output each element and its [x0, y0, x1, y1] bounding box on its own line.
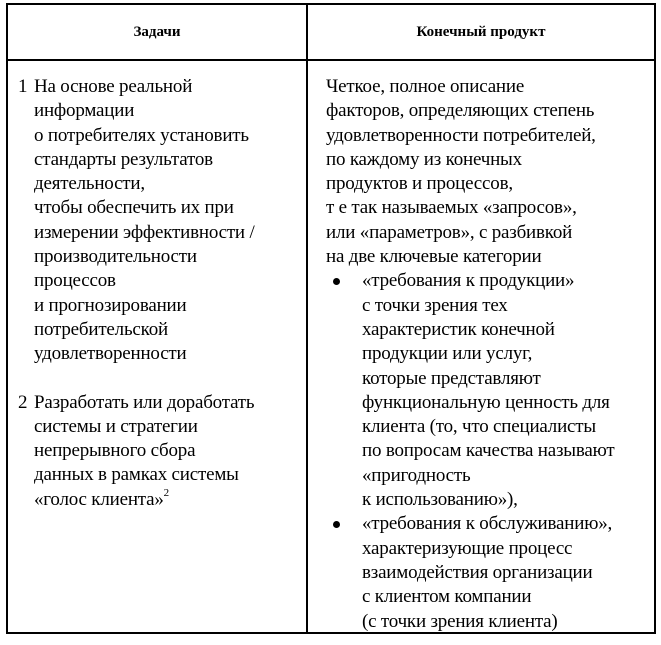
task-line: удовлетворенности: [34, 343, 187, 365]
bullet-line: (с точки зрения клиента): [362, 610, 558, 632]
bullet-line: продукции или услуг,: [362, 343, 533, 365]
task-line-with-footnote: [34, 488, 302, 512]
bullet-line: клиента (то, что специалисты: [362, 416, 596, 438]
bullet-icon: [333, 521, 340, 528]
column-divider: [306, 5, 308, 632]
task-line: непрерывного сбора: [34, 440, 196, 462]
task-line: производительности: [34, 246, 197, 268]
product-line: на две ключевые категории: [326, 246, 542, 268]
bullet-line: к использованию»),: [362, 489, 518, 511]
task-number: 1: [18, 76, 28, 97]
task-line: потребительской: [34, 318, 168, 340]
bullet-line: которые представляют: [362, 367, 541, 389]
task-line: информации: [34, 100, 135, 122]
product-column: [326, 75, 654, 634]
product-line: продуктов и процессов,: [326, 173, 513, 195]
product-line: удовлетворенности потребителей,: [326, 124, 596, 146]
bullet-line: с точки зрения тех: [362, 294, 508, 316]
task-item: [18, 391, 302, 512]
bullet-line: функциональную ценность для: [362, 391, 610, 413]
requirements-table: [6, 3, 656, 634]
bullet-line: «требования к продукции»: [362, 270, 575, 292]
task-line: измерении эффективности /: [34, 221, 255, 243]
bullet-item-service-requirements: [326, 512, 654, 633]
bullet-line: с клиентом компании: [362, 586, 532, 608]
task-number: 2: [18, 391, 28, 413]
bullet-line: характеристик конечной: [362, 318, 555, 340]
footnote-marker: 2: [163, 486, 169, 499]
bullet-line: по вопросам качества называют: [362, 440, 615, 462]
task-line: данных в рамках системы: [34, 464, 239, 486]
header-tasks: Задачи: [133, 23, 181, 40]
product-line: по каждому из конечных: [326, 148, 522, 170]
task-line: и прогнозировании: [34, 294, 187, 316]
product-line: или «параметров», с разбивкой: [326, 221, 573, 243]
task-line-text: «голос клиента»: [34, 488, 164, 510]
task-item: [18, 75, 302, 367]
task-line: чтобы обеспечить их при: [34, 197, 234, 219]
product-line: факторов, определяющих степень: [326, 100, 595, 122]
bullet-line: характеризующие процесс: [362, 537, 573, 559]
task-line: процессов: [34, 270, 116, 292]
task-line: стандарты результатов: [34, 148, 213, 170]
task-line: системы и стратегии: [34, 415, 198, 437]
task-line: На основе реальной: [34, 76, 193, 97]
header-product: Конечный продукт: [416, 23, 546, 40]
bullet-line: «пригодность: [362, 464, 471, 486]
task-line: Разработать или доработать: [34, 391, 255, 413]
header-divider: [8, 59, 654, 61]
product-intro: [326, 75, 654, 269]
bullet-line: «требования к обслуживанию»,: [362, 513, 613, 535]
task-line: о потребителях установить: [34, 124, 249, 146]
product-line: Четкое, полное описание: [326, 76, 525, 97]
bullet-icon: [333, 278, 340, 285]
tasks-column: [18, 75, 302, 512]
task-line: деятельности,: [34, 173, 145, 195]
bullet-line: взаимодействия организации: [362, 561, 593, 583]
bullet-item-product-requirements: [326, 269, 654, 512]
product-line: т е так называемых «запросов»,: [326, 197, 577, 219]
